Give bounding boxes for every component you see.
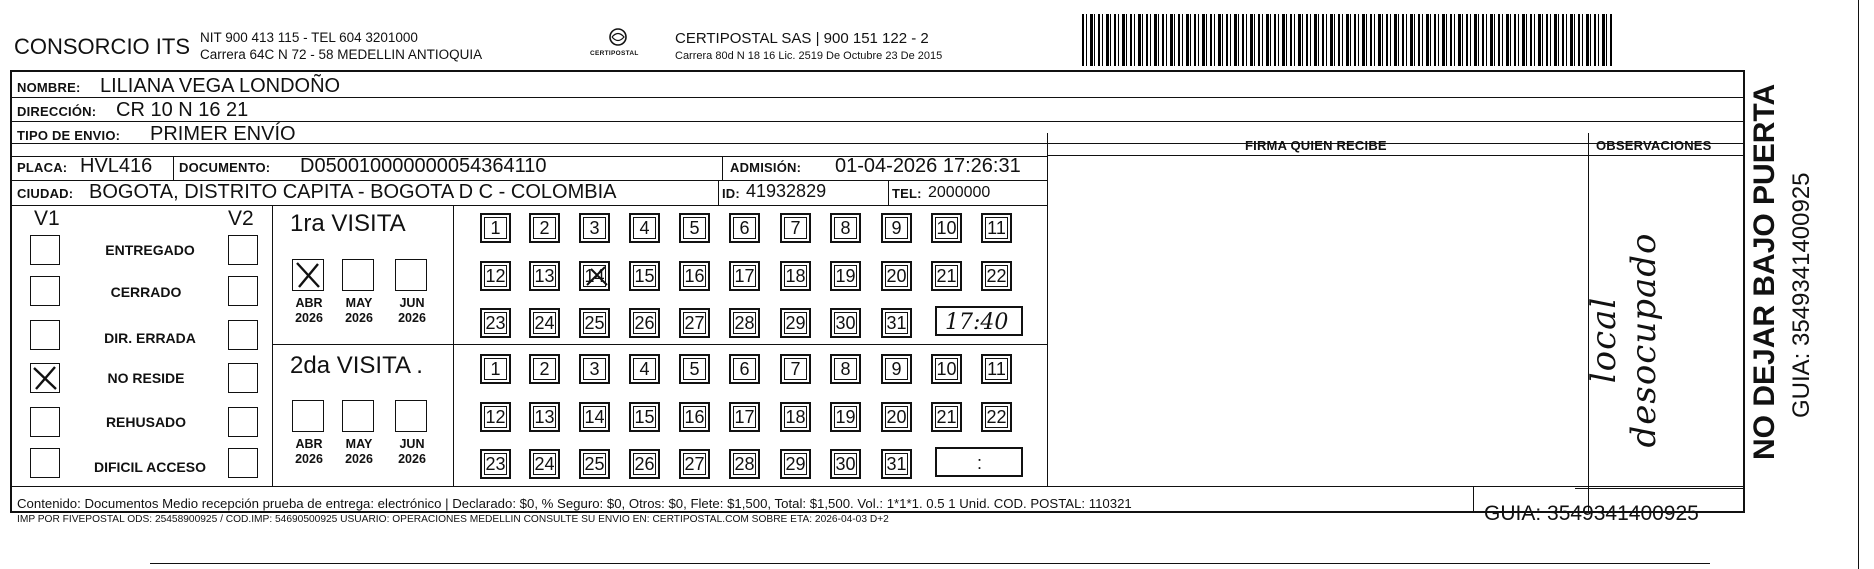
rule <box>1047 155 1745 156</box>
license-line: Carrera 80d N 18 16 Lic. 2519 De Octubre 23 De 2015 <box>675 50 943 62</box>
second-visit-day-4[interactable]: 4 <box>629 354 660 384</box>
admission-value: 01-04-2026 17:26:31 <box>835 155 1021 177</box>
second-visit-day-5[interactable]: 5 <box>679 354 710 384</box>
v2-checkbox-rehusado[interactable] <box>228 407 258 437</box>
second-visit-day-1[interactable]: 1 <box>480 354 511 384</box>
first-visit-label: 1ra VISITA <box>290 210 406 237</box>
first-visit-day-18[interactable]: 18 <box>780 261 811 291</box>
month-label: MAY 2026 <box>345 437 373 466</box>
second-visit-day-8[interactable]: 8 <box>830 354 861 384</box>
first-visit-day-26[interactable]: 26 <box>629 308 660 338</box>
second-visit-month-jun[interactable] <box>395 400 427 432</box>
status-label: CERRADO <box>110 284 182 300</box>
month-label: JUN 2026 <box>398 296 426 325</box>
first-visit-day-15[interactable]: 15 <box>629 261 660 291</box>
certipostal-line: CERTIPOSTAL SAS | 900 151 122 - 2 <box>675 30 929 47</box>
second-visit-time-field[interactable]: : <box>935 447 1023 477</box>
second-visit-day-9[interactable]: 9 <box>881 354 912 384</box>
status-label: NO RESIDE <box>107 370 185 386</box>
month-label: ABR 2026 <box>295 437 323 466</box>
status-label: DIFICIL ACCESO <box>93 459 206 475</box>
v2-checkbox-no-reside[interactable] <box>228 363 258 393</box>
edge-line <box>1858 0 1859 569</box>
rule <box>173 156 174 180</box>
v1-checkbox-entregado[interactable] <box>30 235 60 265</box>
status-label: DIR. ERRADA <box>104 330 196 346</box>
v1-checkbox-cerrado[interactable] <box>30 276 60 306</box>
observations-handwriting: local desocupado <box>1584 232 1664 448</box>
second-visit-day-23[interactable]: 23 <box>480 449 511 479</box>
second-visit-day-27[interactable]: 27 <box>679 449 710 479</box>
rule <box>453 205 454 486</box>
shipment-type: PRIMER ENVÍO <box>150 123 296 145</box>
check-x-icon <box>293 260 323 290</box>
first-visit-day-3[interactable]: 3 <box>579 213 610 243</box>
imp-line: IMP POR FIVEPOSTAL ODS: 25458900925 / COD.IMP: 54690500925 USUARIO: OPERACIONES MEDELLIN CONSULTE SU ENVIO EN: CERTIPOSTAL.COM SOBRE ETA: 2026-04-03 D+2 <box>17 514 889 525</box>
recipient-address: CR 10 N 16 21 <box>116 99 249 121</box>
certipostal-logo <box>588 26 648 62</box>
month-label: MAY 2026 <box>345 296 373 325</box>
rule <box>1473 486 1474 513</box>
status-label: REHUSADO <box>105 414 187 430</box>
observations-label: OBSERVACIONES <box>1596 138 1712 153</box>
v1-label: V1 <box>34 207 60 230</box>
second-visit-day-22[interactable]: 22 <box>981 402 1012 432</box>
second-visit-day-30[interactable]: 30 <box>830 449 861 479</box>
rule <box>272 344 1047 345</box>
v1-checkbox-no-reside[interactable] <box>30 363 60 393</box>
second-visit-day-15[interactable]: 15 <box>629 402 660 432</box>
nit-line: NIT 900 413 115 - TEL 604 3201000 <box>200 30 418 45</box>
first-visit-day-5[interactable]: 5 <box>679 213 710 243</box>
check-x-icon <box>31 364 59 392</box>
second-visit-day-24[interactable]: 24 <box>529 449 560 479</box>
v2-checkbox-cerrado[interactable] <box>228 276 258 306</box>
first-visit-day-24[interactable]: 24 <box>529 308 560 338</box>
handwritten-mark-icon <box>581 263 611 291</box>
month-label: JUN 2026 <box>398 437 426 466</box>
first-visit-month-may[interactable] <box>342 259 374 291</box>
second-visit-day-13[interactable]: 13 <box>529 402 560 432</box>
first-visit-day-14[interactable]: 14 <box>579 261 610 291</box>
tel-value: 2000000 <box>928 184 991 201</box>
first-visit-day-4[interactable]: 4 <box>629 213 660 243</box>
address-line: Carrera 64C N 72 - 58 MEDELLIN ANTIOQUIA <box>200 47 483 62</box>
name-label: NOMBRE: <box>17 80 81 95</box>
first-visit-day-11[interactable]: 11 <box>981 213 1012 243</box>
first-visit-day-12[interactable]: 12 <box>480 261 511 291</box>
first-visit-day-31[interactable]: 31 <box>881 308 912 338</box>
first-visit-day-28[interactable]: 28 <box>729 308 760 338</box>
second-visit-day-21[interactable]: 21 <box>931 402 962 432</box>
rule <box>12 486 1745 487</box>
second-visit-day-7[interactable]: 7 <box>780 354 811 384</box>
second-visit-day-3[interactable]: 3 <box>579 354 610 384</box>
rule <box>12 121 1745 122</box>
second-visit-day-18[interactable]: 18 <box>780 402 811 432</box>
second-visit-day-12[interactable]: 12 <box>480 402 511 432</box>
first-visit-day-20[interactable]: 20 <box>881 261 912 291</box>
footer-guia: GUIA: 3549341400925 <box>1484 502 1699 525</box>
second-visit-label: 2da VISITA . <box>290 352 423 379</box>
rule <box>718 180 719 205</box>
admission-label: ADMISIÓN: <box>730 160 802 175</box>
city-value: BOGOTA, DISTRITO CAPITA - BOGOTA D C - COLOMBIA <box>89 181 617 203</box>
rule <box>1047 133 1048 486</box>
first-visit-day-2[interactable]: 2 <box>529 213 560 243</box>
tel-label: TEL: <box>892 186 922 201</box>
month-label: ABR 2026 <box>295 296 323 325</box>
second-visit-day-16[interactable]: 16 <box>679 402 710 432</box>
second-visit-day-31[interactable]: 31 <box>881 449 912 479</box>
first-visit-day-9[interactable]: 9 <box>881 213 912 243</box>
second-visit-day-29[interactable]: 29 <box>780 449 811 479</box>
type-label: TIPO DE ENVIO: <box>17 128 121 143</box>
first-visit-day-1[interactable]: 1 <box>480 213 511 243</box>
barcode <box>1082 14 1614 66</box>
v1-checkbox-dificil-acceso[interactable] <box>30 448 60 478</box>
document-value: D050010000000054364110 <box>300 155 547 177</box>
first-visit-day-29[interactable]: 29 <box>780 308 811 338</box>
first-visit-day-16[interactable]: 16 <box>679 261 710 291</box>
status-label: ENTREGADO <box>105 242 195 258</box>
first-visit-day-7[interactable]: 7 <box>780 213 811 243</box>
second-visit-day-10[interactable]: 10 <box>931 354 962 384</box>
second-visit-day-14[interactable]: 14 <box>579 402 610 432</box>
second-visit-day-26[interactable]: 26 <box>629 449 660 479</box>
second-visit-month-may[interactable] <box>342 400 374 432</box>
first-visit-month-jun[interactable] <box>395 259 427 291</box>
v1-checkbox-rehusado[interactable] <box>30 407 60 437</box>
logo-text: CERTIPOSTAL <box>590 50 639 57</box>
first-visit-day-25[interactable]: 25 <box>579 308 610 338</box>
signature-label: FIRMA QUIEN RECIBE <box>1245 138 1387 153</box>
first-visit-day-10[interactable]: 10 <box>931 213 962 243</box>
edge-line <box>150 563 1710 564</box>
recipient-name: LILIANA VEGA LONDOÑO <box>100 75 341 97</box>
id-value: 41932829 <box>746 181 827 201</box>
rule <box>272 205 273 486</box>
first-visit-day-8[interactable]: 8 <box>830 213 861 243</box>
company-name: CONSORCIO ITS <box>14 34 191 59</box>
signature-area[interactable] <box>1050 158 1586 484</box>
v1-checkbox-dir-errada[interactable] <box>30 320 60 350</box>
second-visit-day-6[interactable]: 6 <box>729 354 760 384</box>
content-line: Contenido: Documentos Medio recepción prueba de entrega: electrónico | Declarado: $0, % Seguro: $0, Otros: $0, Flete: $1,500, Total: $1,500. Vol.: 1*1*1. 0.5 1 Unid. COD. POSTAL: 110321 <box>17 496 1132 511</box>
rule <box>722 156 723 180</box>
v2-checkbox-dir-errada[interactable] <box>228 320 258 350</box>
first-visit-day-19[interactable]: 19 <box>830 261 861 291</box>
first-visit-day-17[interactable]: 17 <box>729 261 760 291</box>
first-visit-day-23[interactable]: 23 <box>480 308 511 338</box>
second-visit-day-2[interactable]: 2 <box>529 354 560 384</box>
v2-label: V2 <box>228 207 254 230</box>
id-label: ID: <box>722 186 740 201</box>
v2-checkbox-dificil-acceso[interactable] <box>228 448 258 478</box>
second-visit-day-11[interactable]: 11 <box>981 354 1012 384</box>
address-label: DIRECCIÓN: <box>17 104 97 119</box>
city-label: CIUDAD: <box>17 186 74 201</box>
second-visit-day-19[interactable]: 19 <box>830 402 861 432</box>
second-visit-day-17[interactable]: 17 <box>729 402 760 432</box>
first-visit-day-22[interactable]: 22 <box>981 261 1012 291</box>
v2-checkbox-entregado[interactable] <box>228 235 258 265</box>
plate-value: HVL416 <box>80 155 153 177</box>
first-visit-day-27[interactable]: 27 <box>679 308 710 338</box>
rule <box>888 180 889 205</box>
first-visit-month-abr[interactable] <box>292 259 324 291</box>
second-visit-month-abr[interactable] <box>292 400 324 432</box>
first-visit-day-30[interactable]: 30 <box>830 308 861 338</box>
plate-label: PLACA: <box>17 160 68 175</box>
second-visit-day-25[interactable]: 25 <box>579 449 610 479</box>
document-label: DOCUMENTO: <box>179 160 271 175</box>
second-visit-day-20[interactable]: 20 <box>881 402 912 432</box>
first-visit-time-field[interactable]: 17:40 <box>935 306 1023 336</box>
first-visit-day-13[interactable]: 13 <box>529 261 560 291</box>
second-visit-day-28[interactable]: 28 <box>729 449 760 479</box>
first-visit-day-6[interactable]: 6 <box>729 213 760 243</box>
rule <box>12 205 1047 206</box>
first-visit-day-21[interactable]: 21 <box>931 261 962 291</box>
